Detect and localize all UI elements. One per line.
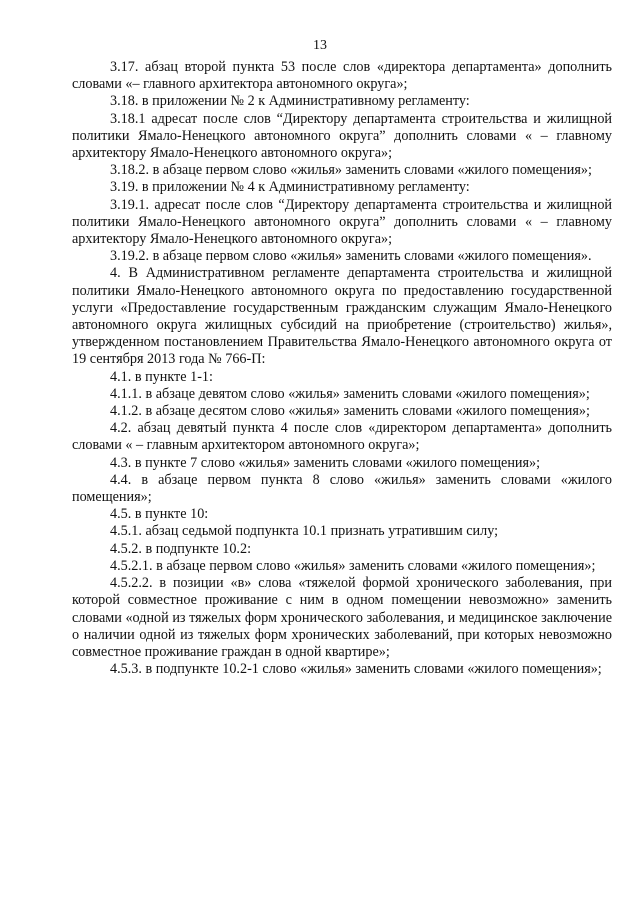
paragraph-3-18: 3.18. в приложении № 2 к Административному регламенту:	[110, 93, 470, 110]
paragraph-4-1-2: 4.1.2. в абзаце десятом слово «жилья» заменить словами «жилого помещения»;	[110, 403, 590, 420]
paragraph-3-18-1: 3.18.1 адресат после слов “Директору департамента строительства и жилищной политики Ямало-Ненецкого автономного округа” дополнить словами « – главному архитектору Ямало-Ненецкого автономного округа»;	[72, 110, 612, 162]
paragraph-4-1: 4.1. в пункте 1-1:	[110, 368, 213, 385]
paragraph-3-19-1: 3.19.1. адресат после слов “Директору департамента строительства и жилищной политики Ямало-Ненецкого автономного округа” дополнить словами « – главному архитектору Ямало-Ненецкого автономного округа»;	[72, 196, 612, 248]
paragraph-4-5-3: 4.5.3. в подпункте 10.2-1 слово «жилья» заменить словами «жилого помещения»;	[110, 661, 602, 678]
paragraph-4-3: 4.3. в пункте 7 слово «жилья» заменить словами «жилого помещения»;	[110, 454, 541, 471]
page-number: 13	[313, 38, 327, 53]
paragraph-4-5-2: 4.5.2. в подпункте 10.2:	[110, 540, 252, 557]
paragraph-3-19-2: 3.19.2. в абзаце первом слово «жилья» заменить словами «жилого помещения».	[110, 248, 592, 265]
paragraph-4-5-2-1: 4.5.2.1. в абзаце первом слово «жилья» заменить словами «жилого помещения»;	[110, 557, 596, 574]
document-body	[72, 59, 612, 678]
paragraph-4: 4. В Административном регламенте департамента строительства и жилищной политики Ямало-Ненецкого автономного округа по предоставлению государственной услуги «Предоставление государственным гражданским служащим Ямало-Ненецкого автономного округа жилищных субсидий на приобретение (строительство) жилья», утвержденном постановлением Правительства Ямало-Ненецкого автономного округа от 19 сентября 2013 года № 766-П:	[72, 265, 612, 368]
paragraph-3-19: 3.19. в приложении № 4 к Административному регламенту:	[110, 179, 470, 196]
paragraph-4-2: 4.2. абзац девятый пункта 4 после слов «директором департамента» дополнить словами « – главным архитектором автономного округа»;	[72, 420, 612, 454]
paragraph-4-4: 4.4. в абзаце первом пункта 8 слово «жилья» заменить словами «жилого помещения»;	[72, 471, 612, 506]
paragraph-3-18-2: 3.18.2. в абзаце первом слово «жилья» заменить словами «жилого помещения»;	[110, 162, 592, 179]
paragraph-4-5-1: 4.5.1. абзац седьмой подпункта 10.1 признать утратившим силу;	[110, 523, 499, 540]
paragraph-4-5: 4.5. в пункте 10:	[110, 506, 209, 523]
paragraph-4-1-1: 4.1.1. в абзаце девятом слово «жилья» заменить словами «жилого помещения»;	[110, 385, 590, 402]
paragraph-4-5-2-2: 4.5.2.2. в позиции «в» слова «тяжелой формой хронического заболевания, при которой совместное проживание с ним в одном помещении невозможно» заменить словами «одной из тяжелых форм хронического заболевания, и медицинское заключение о наличии одной из тяжелых форм хронических заболеваний, при которых невозможно совместное проживание граждан в одной квартире»;	[72, 575, 612, 660]
paragraph-3-17: 3.17. абзац второй пункта 53 после слов «директора департамента» дополнить словами «– главного архитектора автономного округа»;	[72, 59, 612, 93]
